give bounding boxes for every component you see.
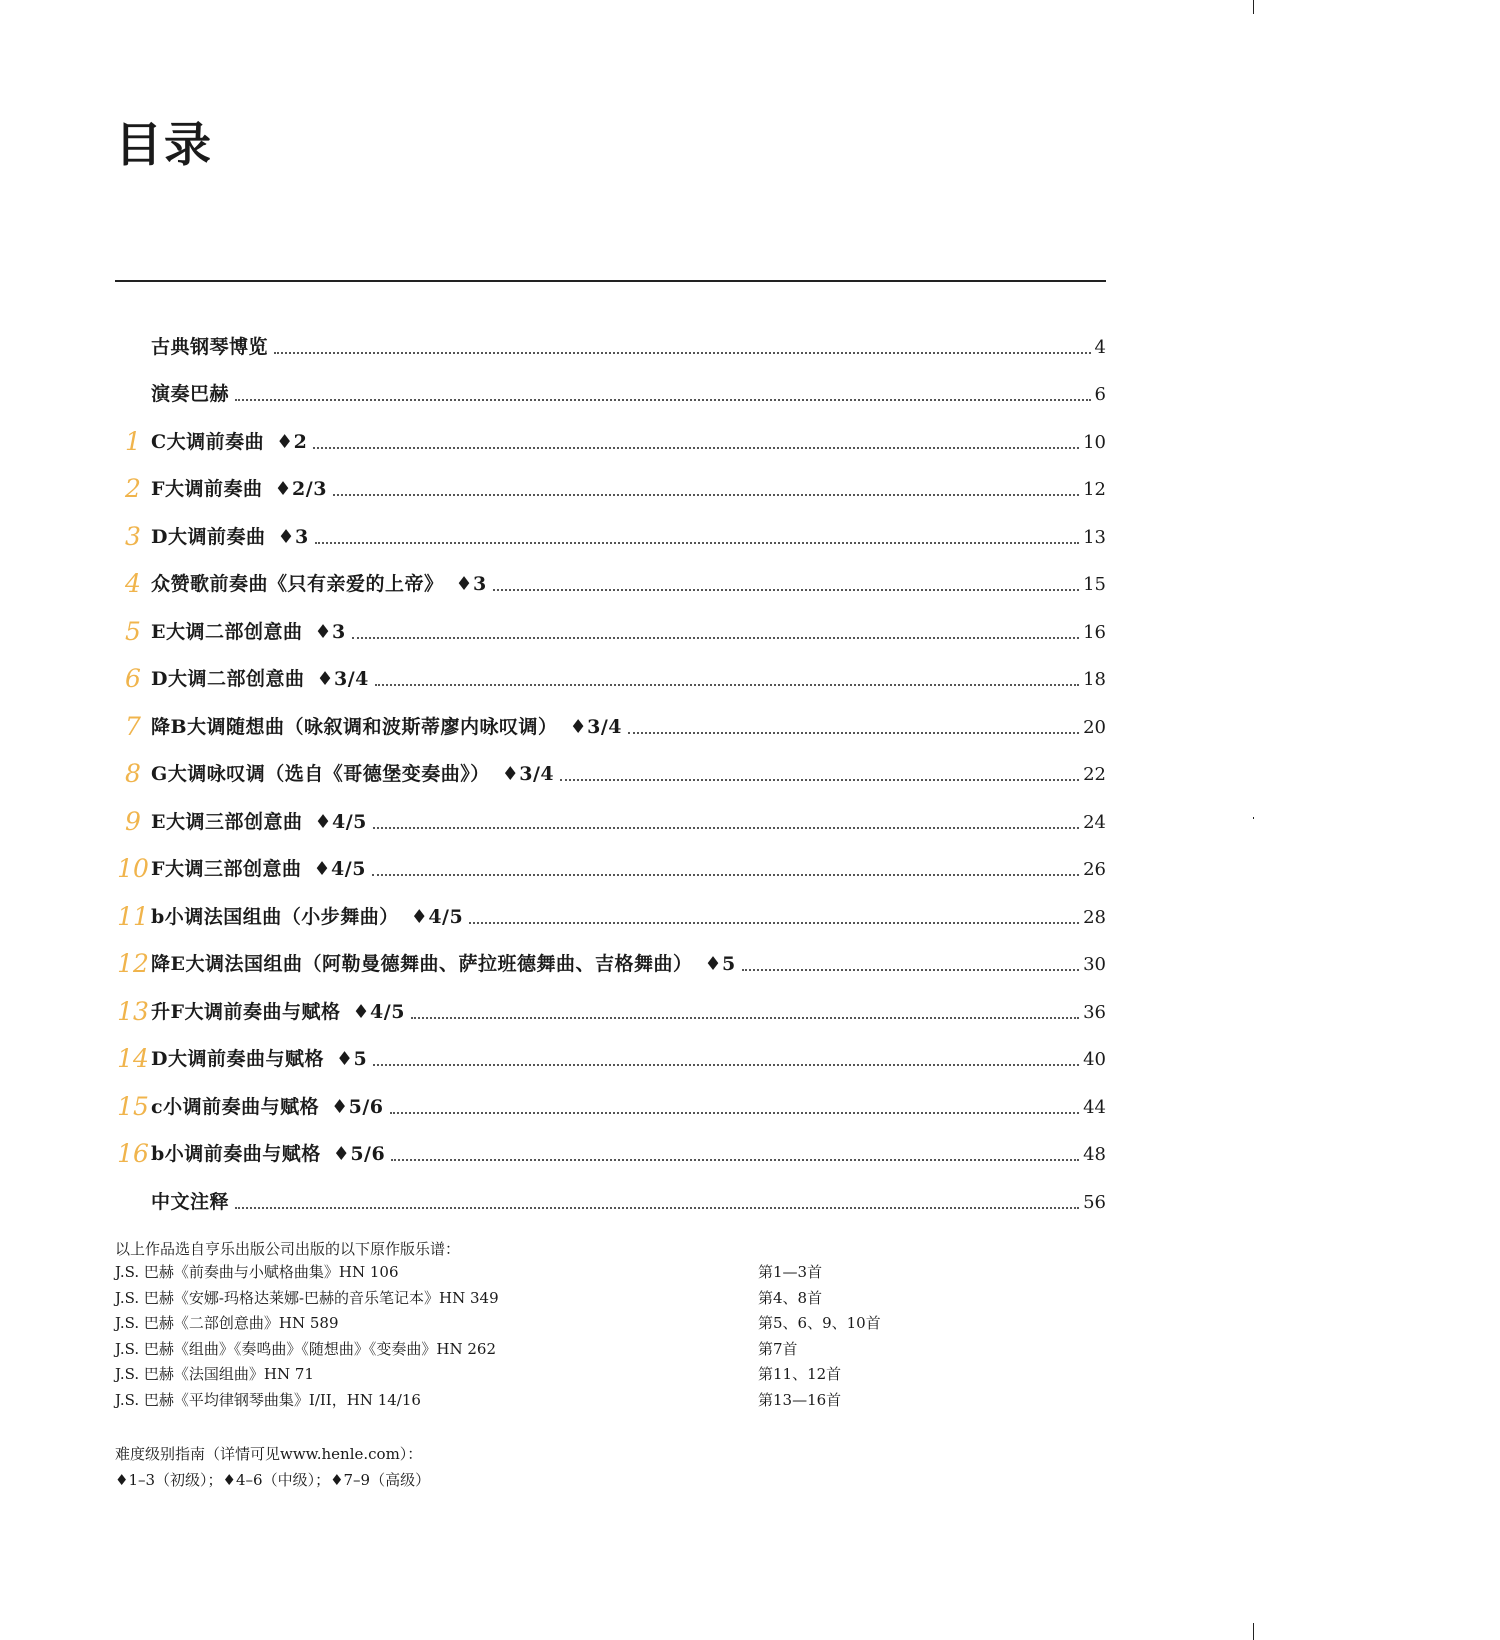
difficulty-level: ♦2	[276, 430, 308, 453]
entry-title: 降B大调随想曲（咏叙调和波斯蒂廖内咏叹调）	[151, 715, 558, 738]
crop-mark-top	[1253, 0, 1254, 14]
source-pieces: 第4、8首	[758, 1288, 823, 1307]
dot-leader	[313, 446, 1079, 449]
entry-number: 13	[117, 996, 149, 1026]
entry-number: 15	[117, 1091, 149, 1121]
title-rule	[115, 280, 1106, 282]
page-number: 13	[1083, 526, 1106, 548]
entry-title: 升F大调前奏曲与赋格	[151, 1000, 341, 1023]
difficulty-level: ♦2/3	[274, 478, 327, 500]
source-pieces: 第11、12首	[758, 1365, 842, 1384]
entry-number: 11	[117, 901, 149, 931]
entry-title: b小调前奏曲与赋格	[151, 1143, 321, 1165]
entry-title: C大调前奏曲	[151, 430, 265, 453]
entry-title: 众赞歌前奏曲《只有亲爱的上帝》	[151, 573, 444, 595]
source-work: J.S. 巴赫《组曲》《奏鸣曲》《随想曲》《变奏曲》HN 262	[115, 1339, 497, 1358]
source-pieces: 第1—3首	[758, 1263, 823, 1281]
crop-mark-middle	[1253, 817, 1254, 819]
page-title: 目录	[115, 118, 213, 173]
page-number: 56	[1083, 1191, 1106, 1213]
dot-leader	[493, 588, 1079, 591]
entry-title: D大调二部创意曲	[151, 668, 305, 690]
difficulty-level: ♦3	[455, 573, 487, 595]
dot-leader	[235, 1206, 1079, 1209]
page-number: 48	[1083, 1144, 1106, 1165]
page-number: 24	[1083, 811, 1106, 833]
source-work: J.S. 巴赫《二部创意曲》HN 589	[115, 1314, 339, 1333]
source-pieces: 第7首	[758, 1339, 798, 1358]
page-number: 36	[1083, 1001, 1106, 1023]
dot-leader	[628, 731, 1079, 734]
entry-title: D大调前奏曲与赋格	[151, 1048, 324, 1070]
dot-leader	[390, 1111, 1080, 1114]
dot-leader	[373, 826, 1079, 829]
source-work: J.S. 巴赫《安娜-玛格达莱娜-巴赫的音乐笔记本》HN 349	[115, 1288, 499, 1307]
difficulty-level: ♦5/6	[331, 1095, 384, 1118]
entry-title: G大调咏叹调（选自《哥德堡变奏曲》）	[151, 763, 490, 785]
source-pieces: 第5、6、9、10首	[758, 1314, 881, 1333]
page-number: 12	[1083, 479, 1106, 500]
difficulty-level: ♦3/4	[316, 668, 369, 690]
entry-number	[115, 406, 151, 408]
difficulty-level: ♦3	[314, 620, 346, 643]
dot-leader	[391, 1158, 1079, 1161]
entry-number: 8	[125, 759, 141, 788]
difficulty-level: ♦5/6	[332, 1143, 386, 1165]
difficulty-level: ♦3	[277, 525, 309, 548]
difficulty-level: ♦5	[335, 1048, 368, 1070]
dot-leader	[352, 636, 1079, 639]
source-row	[115, 1362, 1015, 1388]
entry-number	[115, 359, 151, 361]
entry-title: b小调法国组曲（小步舞曲）	[151, 905, 399, 928]
entry-title: 降E大调法国组曲（阿勒曼德舞曲、萨拉班德舞曲、吉格舞曲）	[151, 953, 693, 975]
entry-number: 1	[125, 426, 141, 456]
source-row	[115, 1260, 1015, 1286]
toc-entry[interactable]	[115, 503, 1106, 551]
entry-title: F大调前奏曲	[151, 478, 263, 500]
entry-title: D大调前奏曲	[151, 525, 266, 548]
difficulty-level: ♦5	[704, 953, 736, 975]
difficulty-level: ♦3/4	[501, 763, 555, 785]
page-number: 10	[1083, 431, 1106, 453]
dot-leader	[315, 541, 1079, 544]
toc-entry[interactable]	[115, 551, 1106, 599]
difficulty-scale: ♦1–3（初级）；♦4–6（中级）；♦7–9（高级）	[115, 1471, 431, 1489]
toc-entry[interactable]	[115, 598, 1106, 646]
entry-title: 演奏巴赫	[151, 383, 230, 405]
entry-number: 4	[125, 569, 141, 598]
entry-number: 16	[117, 1139, 149, 1168]
page-number: 18	[1083, 669, 1106, 690]
page-number: 30	[1083, 954, 1106, 975]
page-number: 28	[1083, 906, 1106, 928]
source-row	[115, 1337, 1015, 1363]
toc-entry[interactable]	[115, 1168, 1106, 1216]
difficulty-level: ♦4/5	[313, 858, 366, 880]
entry-number: 9	[125, 806, 141, 836]
entry-title: c小调前奏曲与赋格	[151, 1095, 320, 1118]
dot-leader	[560, 778, 1079, 781]
entry-number: 7	[125, 711, 141, 741]
page-number: 40	[1083, 1049, 1106, 1070]
source-pieces: 第13—16首	[758, 1390, 842, 1409]
toc-entry[interactable]	[115, 788, 1106, 836]
toc-entry[interactable]	[115, 456, 1106, 504]
page-number: 44	[1083, 1096, 1106, 1118]
toc-entry[interactable]	[115, 978, 1106, 1026]
page-number: 6	[1094, 384, 1106, 405]
toc-entry[interactable]	[115, 1121, 1106, 1169]
toc-entry[interactable]	[115, 361, 1106, 409]
entry-number: 10	[117, 854, 149, 883]
entry-number: 14	[117, 1044, 149, 1073]
source-row	[115, 1388, 1015, 1414]
toc-entry[interactable]	[115, 693, 1106, 741]
entry-title: 中文注释	[151, 1190, 230, 1213]
entry-number: 12	[117, 949, 149, 978]
toc-entry[interactable]	[115, 883, 1106, 931]
entry-number: 2	[125, 474, 141, 503]
dot-leader	[274, 351, 1091, 354]
source-row	[115, 1286, 1015, 1312]
source-work: J.S. 巴赫《前奏曲与小赋格曲集》HN 106	[115, 1263, 399, 1281]
dot-leader	[469, 921, 1079, 924]
page-number: 20	[1083, 716, 1106, 738]
source-work: J.S. 巴赫《平均律钢琴曲集》I/II，HN 14/16	[115, 1390, 421, 1409]
sources-intro: 以上作品选自亨乐出版公司出版的以下原作版乐谱：	[115, 1240, 461, 1258]
entry-number	[115, 1214, 151, 1216]
toc-entry[interactable]	[115, 1073, 1106, 1121]
crop-mark-bottom	[1253, 1623, 1254, 1640]
entry-title: F大调三部创意曲	[151, 858, 302, 880]
entry-title: E大调三部创意曲	[151, 810, 303, 833]
dot-leader	[235, 398, 1091, 401]
dot-leader	[411, 1016, 1079, 1019]
difficulty-level: ♦4/5	[314, 810, 367, 833]
entry-number: 3	[125, 521, 141, 551]
toc-entry[interactable]	[115, 313, 1106, 361]
toc-entry[interactable]	[115, 836, 1106, 884]
dot-leader	[375, 683, 1079, 686]
dot-leader	[742, 968, 1079, 971]
source-work: J.S. 巴赫《法国组曲》HN 71	[115, 1365, 314, 1384]
source-editions	[115, 1238, 1015, 1414]
toc-entry[interactable]	[115, 408, 1106, 456]
entry-title: E大调二部创意曲	[151, 620, 303, 643]
dot-leader	[372, 873, 1079, 876]
toc-entry[interactable]	[115, 1026, 1106, 1074]
page-number: 4	[1094, 336, 1106, 358]
page-number: 16	[1083, 621, 1106, 643]
page-number: 26	[1083, 859, 1106, 880]
page-number: 22	[1083, 764, 1106, 785]
toc-entry[interactable]	[115, 931, 1106, 979]
difficulty-level: ♦3/4	[569, 715, 622, 738]
page-number: 15	[1083, 574, 1106, 595]
entry-number: 5	[125, 616, 141, 646]
source-row	[115, 1311, 1015, 1337]
table-of-contents	[115, 313, 1106, 1216]
dot-leader	[333, 493, 1079, 496]
difficulty-guide-heading: 难度级别指南（详情可见www.henle.com）：	[115, 1445, 423, 1463]
dot-leader	[373, 1063, 1079, 1066]
difficulty-level: ♦4/5	[352, 1000, 405, 1023]
toc-entry[interactable]	[115, 741, 1106, 789]
difficulty-level: ♦4/5	[410, 905, 464, 928]
toc-entry[interactable]	[115, 646, 1106, 694]
entry-number: 6	[125, 664, 141, 693]
difficulty-guide	[115, 1441, 430, 1493]
entry-title: 古典钢琴博览	[151, 335, 269, 358]
